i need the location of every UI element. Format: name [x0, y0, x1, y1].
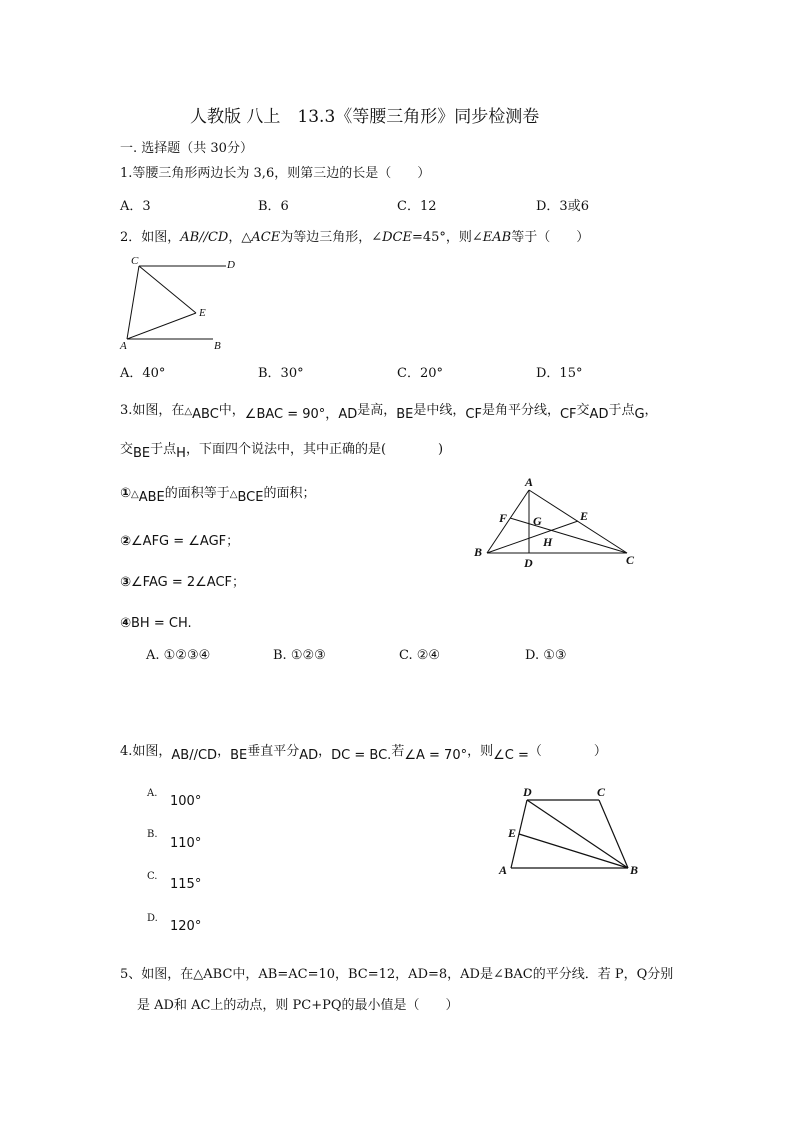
q2-label-b: B — [214, 340, 221, 352]
q3-label-b: B — [474, 545, 483, 559]
q2-label-a: A — [120, 340, 127, 352]
q4-option-b-value[interactable]: 110° — [170, 836, 202, 851]
q3-option-d[interactable]: D. ①③ — [525, 648, 567, 663]
q4-label-e: E — [508, 826, 517, 840]
q1-option-d[interactable]: D．3或6 — [536, 199, 589, 214]
q3-label-f: F — [499, 511, 508, 525]
question-4-stem: 4.如图，AB//CD，BE垂直平分AD，DC = BC.若∠A = 70°，则∠C =（ ） — [120, 744, 607, 763]
q2-option-c[interactable]: C．20° — [397, 366, 443, 381]
q4-option-d-value[interactable]: 120° — [170, 919, 202, 934]
q4-label-b: B — [630, 863, 639, 877]
q3-statement-2: ②∠AFG = ∠AGF； — [120, 534, 240, 549]
question-5-line-2: 是 AD和 AC上的动点，则 PC+PQ的最小值是（ ） — [137, 998, 459, 1013]
q3-label-a: A — [525, 475, 534, 489]
q3-label-c: C — [626, 553, 635, 567]
q2-option-d[interactable]: D．15° — [536, 366, 583, 381]
q4-option-b-letter[interactable]: B. — [147, 829, 158, 840]
q1-option-a[interactable]: A．3 — [120, 199, 151, 214]
question-2-stem: 2．如图，AB//CD，△ACE为等边三角形，∠DCE=45°，则∠EAB等于（ ） — [120, 230, 590, 245]
q3-option-b[interactable]: B. ①②③ — [273, 648, 326, 663]
q4-option-a-letter[interactable]: A. — [147, 788, 158, 799]
q4-label-c: C — [597, 785, 606, 799]
q4-label-a: A — [499, 863, 508, 877]
q1-option-c[interactable]: C．12 — [397, 199, 437, 214]
page-title: 人教版 八上 13.3《等腰三角形》同步检测卷 — [190, 107, 540, 127]
q3-option-c[interactable]: C. ②④ — [399, 648, 441, 663]
q3-label-h: H — [543, 535, 553, 549]
question-1-stem: 1.等腰三角形两边长为 3,6，则第三边的长是（ ） — [120, 166, 431, 181]
q3-statement-1: ①△ABE的面积等于△BCE的面积； — [120, 486, 316, 505]
q2-label-e: E — [199, 307, 206, 319]
q4-label-d: D — [523, 785, 532, 799]
q3-label-d: D — [524, 556, 533, 570]
q4-option-c-letter[interactable]: C. — [147, 871, 158, 882]
q3-option-a[interactable]: A. ①②③④ — [146, 648, 211, 663]
q2-option-b[interactable]: B．30° — [258, 366, 304, 381]
q2-option-a[interactable]: A．40° — [120, 366, 166, 381]
q4-option-d-letter[interactable]: D. — [147, 913, 158, 924]
question-5-line-1: 5、如图，在△ABC中，AB=AC=10，BC=12，AD=8，AD是∠BAC的平分线．若 P，Q分别 — [120, 967, 674, 982]
section-heading: 一. 选择题（共 30分） — [120, 141, 253, 156]
q3-statement-3: ③∠FAG = 2∠ACF； — [120, 575, 246, 590]
q3-label-g: G — [533, 514, 542, 528]
q2-label-c: C — [131, 255, 139, 267]
question-3-line-2: 交BE于点H，下面四个说法中，其中正确的是( ) — [120, 442, 444, 461]
q4-option-c-value[interactable]: 115° — [170, 877, 202, 892]
q2-label-d: D — [227, 259, 235, 271]
question-3-line-1: 3.如图，在△ABC中，∠BAC = 90°，AD是高，BE是中线，CF是角平分线，CF交AD于点G， — [120, 403, 658, 422]
q1-option-b[interactable]: B．6 — [258, 199, 289, 214]
q4-option-a-value[interactable]: 100° — [170, 794, 202, 809]
q3-statement-4: ④BH = CH. — [120, 616, 192, 631]
q3-label-e: E — [580, 509, 589, 523]
